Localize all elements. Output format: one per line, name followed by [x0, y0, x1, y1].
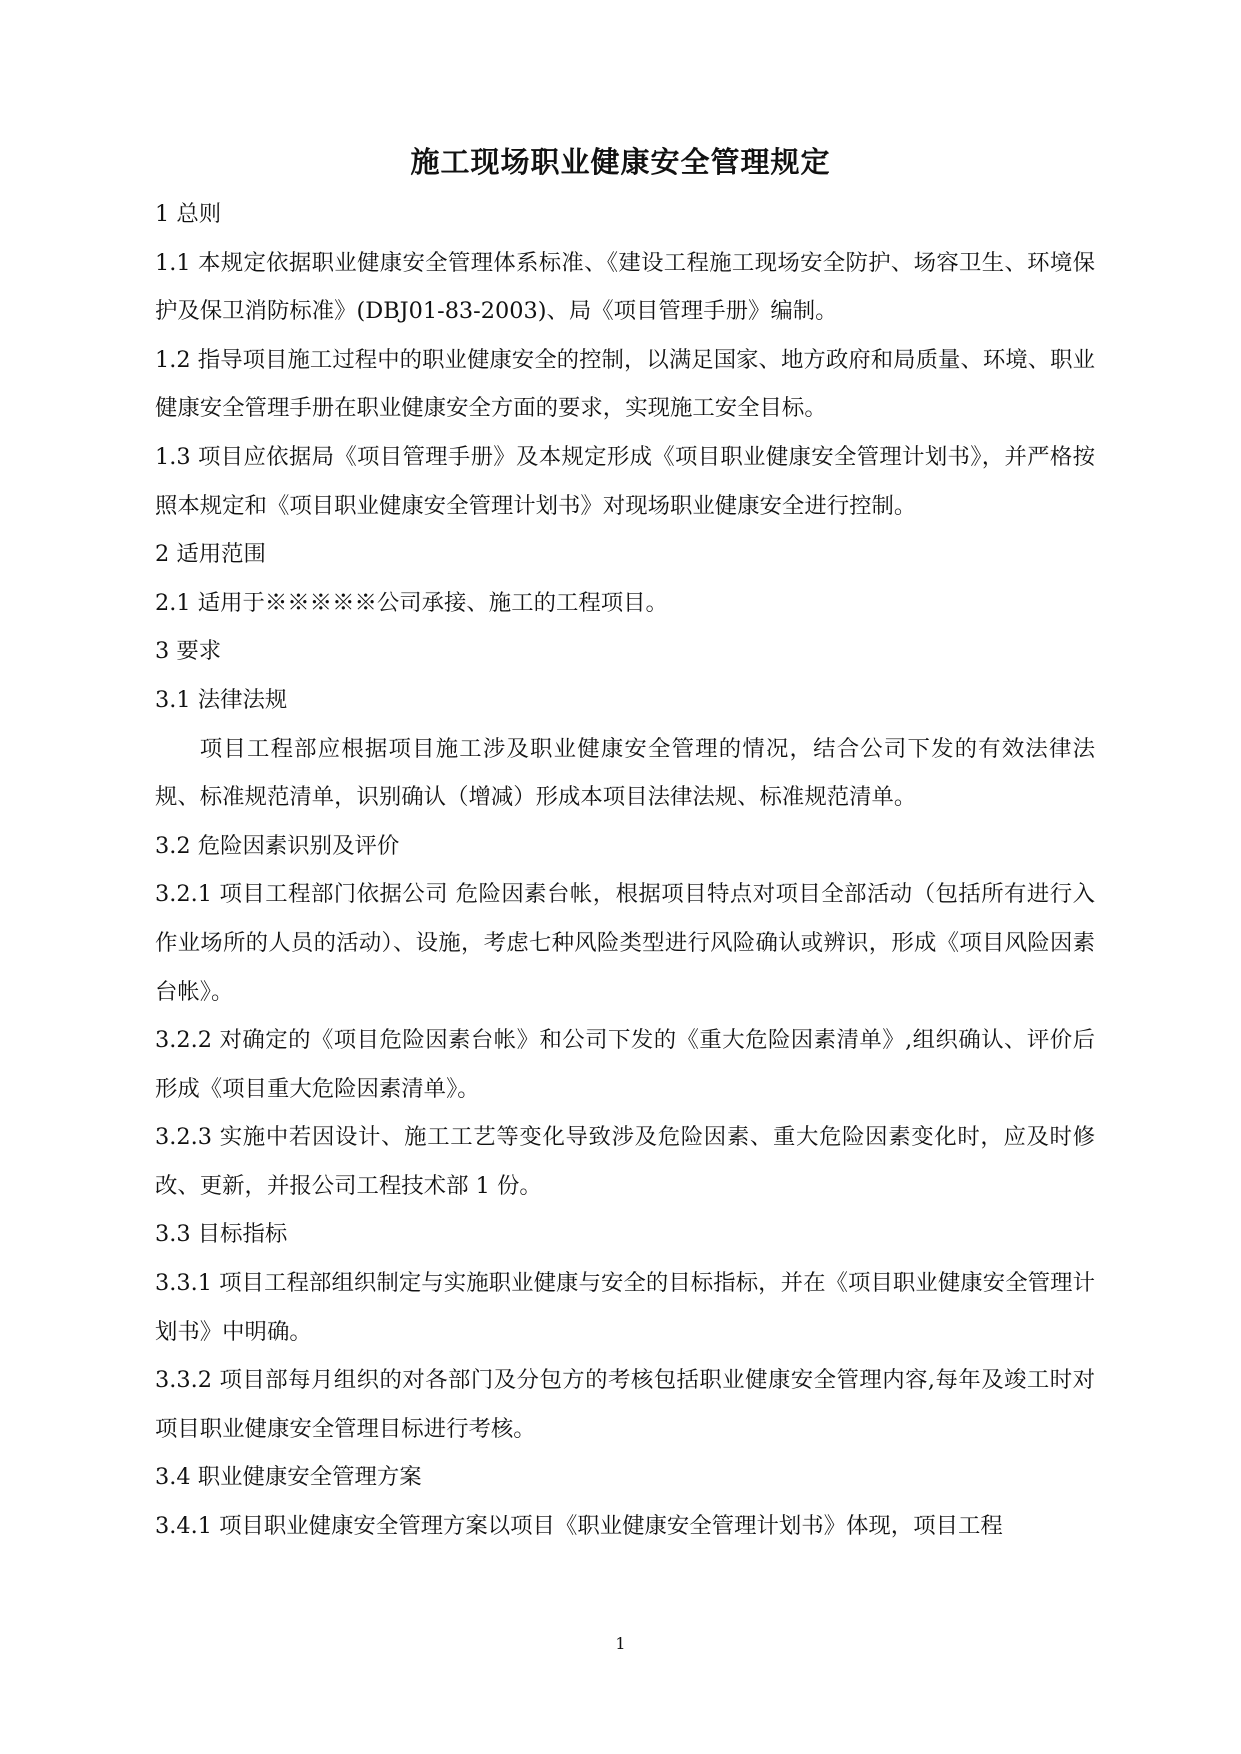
heading-3-1: 3.1 法律法规 [155, 686, 288, 713]
paragraph-3-4-1: 3.4.1 项目职业健康安全管理方案以项目《职业健康安全管理计划书》体现，项目工程 [155, 1513, 1003, 1540]
paragraph-1-2: 1.2 指导项目施工过程中的职业健康安全的控制，以满足国家、地方政府和局质量、环境、职业健康安全管理手册在职业健康安全方面的要求，实现施工安全目标。 [155, 346, 1095, 422]
paragraph-3-2-3: 3.2.3 实施中若因设计、施工工艺等变化导致涉及危险因素、重大危险因素变化时，应及时修改、更新，并报公司工程技术部 1 份。 [155, 1124, 1095, 1199]
paragraph-3-3-1: 3.3.1 项目工程部组织制定与实施职业健康与安全的目标指标，并在《项目职业健康安全管理计划书》中明确。 [155, 1270, 1095, 1345]
paragraph-3-3-2: 3.3.2 项目部每月组织的对各部门及分包方的考核包括职业健康安全管理内容,每年及竣工时对项目职业健康安全管理目标进行考核。 [155, 1367, 1095, 1442]
document-title: 施工现场职业健康安全管理规定 [410, 145, 831, 179]
page-number: 1 [615, 1634, 626, 1653]
heading-general: 1 总则 [155, 201, 222, 227]
paragraph-2-1: 2.1 适用于※※※※※公司承接、施工的工程项目。 [155, 589, 668, 616]
heading-3-3: 3.3 目标指标 [155, 1221, 288, 1248]
paragraph-3-1-body: 项目工程部应根据项目施工涉及职业健康安全管理的情况，结合公司下发的有效法律法规、标准规范清单，识别确认（增减）形成本项目法律法规、标准规范清单。 [155, 735, 1095, 811]
heading-3-4: 3.4 职业健康安全管理方案 [155, 1464, 422, 1491]
paragraph-3-2-1: 3.2.1 项目工程部门依据公司 危险因素台帐，根据项目特点对项目全部活动（包括所有进行入作业场所的人员的活动）、设施，考虑七种风险类型进行风险确认或辨识，形成《项目风险因素台帐》。 [155, 881, 1095, 1005]
paragraph-1-1: 1.1 本规定依据职业健康安全管理体系标准、《建设工程施工现场安全防护、场容卫生、环境保护及保卫消防标准》(DBJ01-83-2003)、局《项目管理手册》编制。 [155, 249, 1095, 325]
paragraph-3-2-2: 3.2.2 对确定的《项目危险因素台帐》和公司下发的《重大危险因素清单》,组织确认、评价后形成《项目重大危险因素清单》。 [155, 1027, 1095, 1102]
heading-scope: 2 适用范围 [155, 541, 266, 568]
document-body [155, 190, 1095, 1551]
heading-requirements: 3 要求 [155, 638, 222, 665]
heading-3-2: 3.2 危险因素识别及评价 [155, 832, 400, 859]
paragraph-1-3: 1.3 项目应依据局《项目管理手册》及本规定形成《项目职业健康安全管理计划书》，并严格按照本规定和《项目职业健康安全管理计划书》对现场职业健康安全进行控制。 [155, 443, 1095, 519]
